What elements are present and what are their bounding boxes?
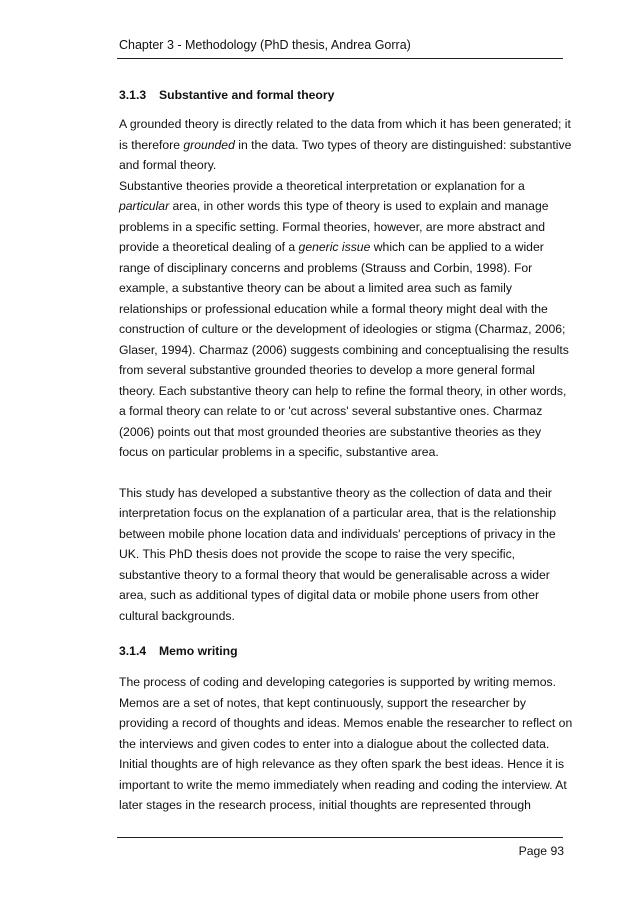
text-line: range of disciplinary concerns and problems (Strauss and Corbin, 1998). For (119, 260, 533, 275)
text-line: a formal theory can relate to or 'cut across' several substantive ones. Charmaz (119, 404, 543, 418)
emphasis: grounded (183, 137, 235, 152)
paragraph (119, 114, 571, 463)
text-line: construction of culture or the development of ideologies or stigma (Charmaz, 2006; (119, 322, 566, 336)
section-title: Memo writing (159, 644, 238, 658)
emphasis: generic issue (298, 240, 371, 254)
text-line: from several substantive grounded theories to develop a more general formal (119, 363, 535, 377)
text-line: providing a record of thoughts and ideas. Memos enable the researcher to reflect on (119, 716, 573, 730)
running-header: Chapter 3 - Methodology (PhD thesis, Andrea Gorra) (119, 38, 411, 52)
text-line: cultural backgrounds. (119, 608, 235, 623)
text-line: area, such as additional types of digital data or mobile phone users from other (119, 588, 540, 602)
text-line: UK. This PhD thesis does not provide the scope to raise the very specific, (119, 547, 516, 561)
text-line: the interviews and given codes to enter into a dialogue about the collected data. (119, 736, 550, 751)
text-line: This study has developed a substantive theory as the collection of data and their (119, 485, 552, 500)
section-heading-3-1-4 (119, 642, 571, 660)
page-number: Page 93 (518, 844, 564, 858)
paragraph (119, 483, 571, 627)
section-title: Substantive and formal theory (159, 88, 335, 102)
text-line: Initial thoughts are of high relevance as they often spark the best ideas. Hence it is (119, 757, 565, 771)
header-rule (117, 58, 563, 59)
text-line: (2006) points out that most grounded theories are substantive theories as they (119, 424, 542, 439)
text-line: focus on particular problems in a specific, substantive area. (119, 445, 439, 459)
text-line: Memos are a set of notes, that kept continuously, support the researcher by (119, 695, 526, 710)
section-number: 3.1.4 (119, 644, 147, 658)
text-line: important to write the memo immediately when reading and coding the interview. At (119, 777, 567, 792)
text-line: Substantive theories provide a theoretical interpretation or explanation for a (119, 178, 525, 193)
text-line: The process of coding and developing categories is supported by writing memos. (119, 675, 556, 689)
paragraph (119, 672, 571, 816)
section-heading-3-1-3 (119, 86, 571, 104)
text-line: A grounded theory is directly related to the data from which it has been generated; it (119, 117, 571, 131)
text-line: and formal theory. (119, 158, 217, 172)
text-line: later stages in the research process, initial thoughts are represented through (119, 798, 531, 812)
emphasis: particular (119, 199, 170, 213)
text-line: between mobile phone location data and individuals' perceptions of privacy in the (119, 526, 556, 541)
page-body (119, 86, 571, 816)
text-line: substantive theory to a formal theory that would be generalisable across a wider (119, 567, 550, 582)
footer-rule (117, 837, 563, 838)
text-line: theory. Each substantive theory can help to refine the formal theory, in other words, (119, 383, 567, 398)
section-number: 3.1.3 (119, 88, 147, 102)
text-line: Glaser, 1994). Charmaz (2006) suggests combining and conceptualising the results (119, 342, 569, 357)
text-line: particular area, in other words this type of theory is used to explain and manage (119, 199, 549, 213)
text-line: example, a substantive theory can be about a limited area such as family (119, 281, 512, 295)
text-line: provide a theoretical dealing of a generic issue which can be applied to a wider (119, 240, 544, 254)
text-line: problems in a specific setting. Formal theories, however, are more abstract and (119, 219, 546, 234)
text-line: relationships or professional education while a formal theory might deal with the (119, 301, 548, 316)
text-line: interpretation focus on the explanation of a particular area, that is the relationship (119, 506, 556, 520)
text-line: is therefore grounded in the data. Two types of theory are distinguished: substantive (119, 137, 572, 152)
